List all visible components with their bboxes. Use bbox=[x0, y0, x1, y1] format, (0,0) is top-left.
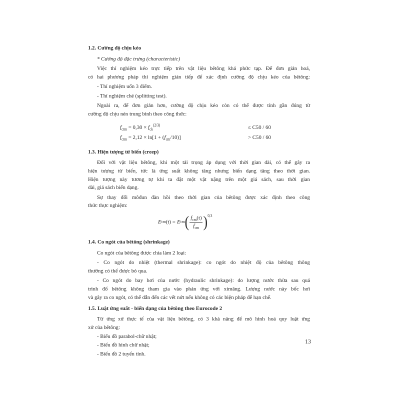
list-item-continuation: trình đổ bêtông không tham gia vào phản ứng với ximăng. Lượng nước này bốc hơi bbox=[88, 285, 310, 292]
list-item-continuation: và gây ra co ngót, có thể dẫn đến các vết nứt nếu không có các biện pháp để hạn chế. bbox=[88, 294, 272, 301]
paragraph-line: hiện tượng từ biến, tức là ứng suất không tăng nhưng biến dạng tăng theo thời gian. bbox=[88, 167, 310, 174]
paragraph-line: có hai phương pháp thí nghiệm gián tiếp để xác định cường độ chịu kéo của bêtông: bbox=[88, 73, 310, 80]
paragraph-line: thức thực nghiệm: bbox=[88, 202, 128, 209]
symbol-f: f bbox=[120, 124, 122, 131]
paragraph-line: dài, giá sách biến dạng. bbox=[88, 184, 139, 191]
page-number: 13 bbox=[305, 338, 311, 345]
subscript-ctm: ctm bbox=[121, 126, 128, 132]
exponent: (2/3) bbox=[152, 123, 161, 128]
paragraph-line: Đối với vật liệu bêtông, khi một tải trọng áp dụng với thời gian dài, có thể gây ra bbox=[97, 159, 310, 166]
subscript-cm: cm bbox=[192, 217, 197, 222]
paragraph-line: Từ ứng xử thực tế của vật liệu bêtông, có 3 khả năng để mô hình hoá quy luật ứng bbox=[97, 316, 310, 323]
fraction-denominator bbox=[192, 222, 200, 229]
paragraph-line: Sự thay đổi môđun đàn hồi theo thời gian của bêtông được xác định theo công bbox=[97, 194, 310, 201]
paragraph-line: cường độ chịu nén trung bình theo công thức: bbox=[88, 110, 187, 117]
section-1-2-heading: 1.2. Cường độ chịu kéo bbox=[88, 45, 142, 51]
formula-fctm-low-class bbox=[88, 122, 310, 132]
list-item: - Thí nghiệm uốn 3 điểm. bbox=[97, 83, 153, 90]
formula-coefficient: = 2,12 × ln[1 + bbox=[128, 134, 162, 141]
subscript-ck: ck bbox=[149, 126, 153, 132]
section-1-5-heading: 1.5. Luật ứng suất - biến dạng của bêtông theo Eurocode 2 bbox=[88, 305, 223, 312]
formula-fctm-high-class bbox=[88, 132, 310, 142]
paragraph-line: Ngoài ra, để đơn giản hơn, cường độ chịu kéo còn có thể được tính gần đúng từ bbox=[97, 102, 310, 109]
paragraph-line: Việc thí nghiệm kéo trực tiếp trên vật liệu bêtông khá phức tạp. Để đơn giản hoá, bbox=[97, 65, 310, 72]
fraction bbox=[190, 215, 203, 230]
list-item-continuation: thường có thể được bỏ qua. bbox=[88, 267, 148, 274]
symbol-f: f bbox=[164, 134, 166, 141]
formula-coefficient: = 0,30 × bbox=[128, 124, 147, 131]
subscript-cm: cm bbox=[194, 225, 200, 230]
list-item: - Thí nghiệm chẻ (splitting test). bbox=[97, 92, 167, 99]
numerator-argument: (t) bbox=[196, 214, 202, 221]
symbol-e: E bbox=[176, 218, 181, 225]
symbol-f: f bbox=[193, 222, 195, 229]
paragraph-line: Hiện tượng này tương tự khi ta đặt một vật nặng trên một giá sách, sau thời gian bbox=[88, 176, 310, 183]
list-item: - Co ngót do bay hơi của nước (hydraulic shrinkage): do lượng nước thừa sau quá bbox=[97, 277, 310, 284]
equals-sign: = bbox=[172, 218, 176, 225]
list-item: - Biểu đồ 2 tuyến tính. bbox=[97, 350, 146, 357]
section-1-3-heading: 1.3. Hiện tượng từ biến (creep) bbox=[88, 148, 159, 155]
subscript-cm: cm bbox=[165, 136, 171, 142]
formula-paren-open: ( bbox=[162, 134, 165, 141]
paren-open: ( bbox=[184, 213, 190, 231]
symbol-f: f bbox=[120, 134, 122, 141]
symbol-f: f bbox=[147, 124, 150, 131]
list-item: - Co ngót do nhiệt (thermal shrinkage): co ngót do nhiệt độ của bêtông thông bbox=[97, 259, 310, 266]
paragraph-line: xử của bêtông: bbox=[88, 324, 121, 331]
formula-condition: > C50 / 60 bbox=[248, 134, 271, 141]
formula-block-tensile bbox=[88, 118, 310, 145]
symbol-f: f bbox=[190, 214, 193, 221]
list-item: - Biểu đồ hình chữ nhật; bbox=[97, 342, 150, 349]
formula-creep-modulus: E cm (t) = E cm ( $\frac{f_{cm}(t)}{f_{cm}}$ ) 0,3 bbox=[158, 213, 213, 231]
symbol-e: E bbox=[158, 218, 162, 225]
section-1-2-subheading: * Cường độ đặc trưng (characteristic) bbox=[97, 55, 180, 62]
formula-argument: (t) bbox=[165, 218, 171, 225]
exponent: 0,3 bbox=[207, 213, 213, 219]
paren-close: ) bbox=[203, 213, 208, 231]
paragraph-line: Co ngót của bêtông được chia làm 2 loại: bbox=[97, 249, 187, 256]
subscript-ctm: ctm bbox=[121, 136, 128, 142]
list-item: - Biểu đồ parabol-chữ nhật; bbox=[97, 333, 157, 340]
page-body bbox=[88, 44, 310, 358]
formula-condition: ≤ C50 / 60 bbox=[248, 124, 271, 131]
formula-divisor: /10)] bbox=[170, 134, 181, 141]
section-1-4-heading: 1.4. Co ngót của bêtông (shrinkage) bbox=[88, 239, 170, 246]
fraction-numerator bbox=[190, 215, 203, 223]
